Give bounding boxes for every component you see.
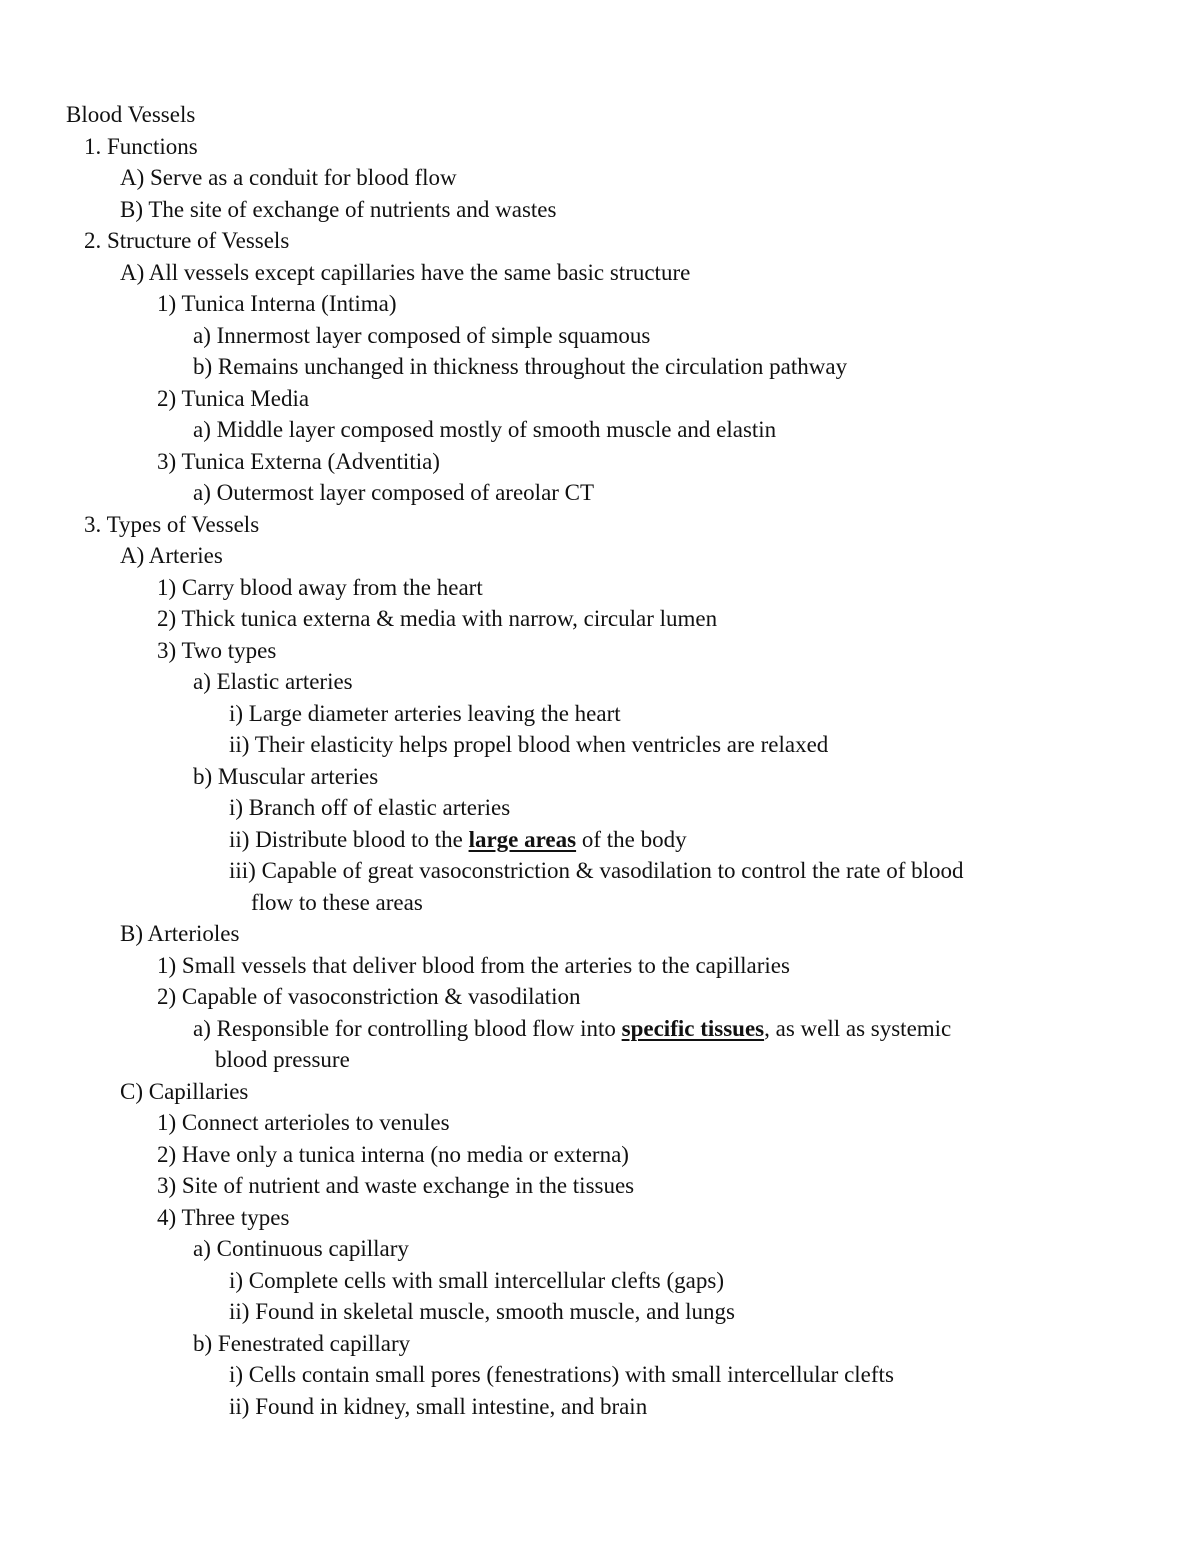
list-item: 3) Site of nutrient and waste exchange in the tissues	[157, 1173, 635, 1198]
list-item: 4) Three types	[157, 1204, 290, 1230]
list-item: ii) Found in kidney, small intestine, and brain	[229, 1393, 648, 1419]
text-segment: , as well as systemic	[764, 1015, 952, 1041]
list-item: a) Elastic arteries	[193, 669, 353, 694]
list-item: b) Remains unchanged in thickness throughout the circulation pathway	[193, 354, 848, 379]
list-item: b) Muscular arteries	[193, 763, 379, 789]
text-segment: ii) Distribute blood to the	[229, 826, 469, 852]
list-item: C) Capillaries	[120, 1078, 249, 1104]
list-item: b) Fenestrated capillary	[193, 1330, 411, 1356]
list-item: 1) Connect arterioles to venules	[157, 1110, 450, 1135]
list-item: a) Outermost layer composed of areolar CT	[193, 480, 595, 505]
emphasized-term: specific tissues	[621, 1015, 765, 1041]
list-item: A) Serve as a conduit for blood flow	[120, 165, 457, 190]
list-item: a) Innermost layer composed of simple squamous	[193, 322, 651, 348]
list-item: i) Complete cells with small intercellular clefts (gaps)	[229, 1267, 724, 1293]
list-item: a) Continuous capillary	[193, 1236, 409, 1261]
section-functions-heading: 1. Functions	[84, 133, 198, 159]
list-item: i) Branch off of elastic arteries	[229, 795, 511, 820]
list-item: 3) Two types	[157, 637, 277, 663]
list-item: A) All vessels except capillaries have the same basic structure	[120, 259, 691, 285]
list-item: B) Arterioles	[120, 921, 240, 946]
list-item: 2) Capable of vasoconstriction & vasodilation	[157, 984, 581, 1009]
list-item: B) The site of exchange of nutrients and wastes	[120, 196, 557, 222]
section-types-heading: 3. Types of Vessels	[84, 511, 260, 537]
list-item: 2) Have only a tunica interna (no media or externa)	[157, 1141, 629, 1167]
text-segment: a) Responsible for controlling blood flow into	[193, 1015, 622, 1041]
list-item: 1) Small vessels that deliver blood from the arteries to the capillaries	[157, 952, 790, 978]
list-item: iii) Capable of great vasoconstriction & vasodilation to control the rate of blood	[229, 858, 964, 883]
text-segment: of the body	[576, 826, 687, 852]
emphasized-term: large areas	[468, 826, 577, 852]
list-item: 1) Carry blood away from the heart	[157, 574, 483, 600]
list-item: ii) Their elasticity helps propel blood when ventricles are relaxed	[229, 732, 829, 757]
list-item-continuation: flow to these areas	[251, 889, 423, 915]
list-item	[0, 1013, 1200, 1045]
list-item: A) Arteries	[120, 543, 223, 568]
list-item: a) Middle layer composed mostly of smooth muscle and elastin	[193, 417, 777, 442]
list-item: 3) Tunica Externa (Adventitia)	[157, 448, 440, 474]
section-structure-heading: 2. Structure of Vessels	[84, 228, 290, 253]
list-item: i) Cells contain small pores (fenestrations) with small intercellular clefts	[229, 1362, 894, 1387]
list-item: 2) Tunica Media	[157, 385, 310, 411]
document-page	[0, 99, 1200, 1422]
list-item	[0, 824, 1200, 856]
list-item: 2) Thick tunica externa & media with narrow, circular lumen	[157, 606, 718, 631]
document-title: Blood Vessels	[66, 102, 196, 127]
list-item-continuation: blood pressure	[215, 1047, 350, 1072]
list-item: 1) Tunica Interna (Intima)	[157, 291, 397, 316]
list-item: ii) Found in skeletal muscle, smooth muscle, and lungs	[229, 1299, 735, 1324]
list-item: i) Large diameter arteries leaving the heart	[229, 700, 621, 726]
